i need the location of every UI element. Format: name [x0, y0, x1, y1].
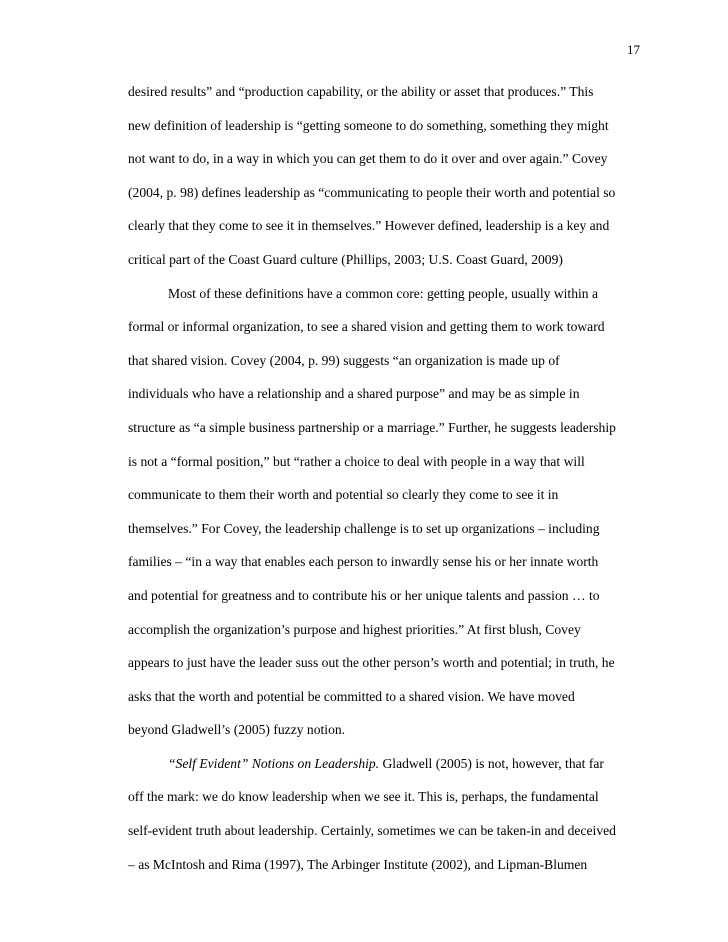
- text-line: self-evident truth about leadership. Certainly, sometimes we can be taken-in and deceived: [128, 823, 616, 839]
- section-heading: “Self Evident” Notions on Leadership.: [168, 755, 380, 771]
- text-line: and potential for greatness and to contribute his or her unique talents and passion … to: [128, 587, 600, 603]
- text-line: [128, 756, 668, 790]
- text-line: asks that the worth and potential be committed to a shared vision. We have moved: [128, 688, 575, 704]
- page-number: 17: [627, 42, 640, 57]
- paragraph-2: [128, 286, 668, 756]
- text-line: off the mark: we do know leadership when we see it. This is, perhaps, the fundamental: [128, 789, 599, 805]
- body-text: [128, 84, 668, 890]
- heading-line-rest: Gladwell (2005) is not, however, that far: [379, 755, 604, 771]
- text-line: themselves.” For Covey, the leadership challenge is to set up organizations – including: [128, 520, 600, 536]
- paragraph-3: [128, 756, 668, 890]
- text-line: clearly that they come to see it in themselves.” However defined, leadership is a key and: [128, 218, 610, 234]
- text-line: not want to do, in a way in which you can get them to do it over and over again.” Covey: [128, 151, 608, 167]
- text-line: structure as “a simple business partnership or a marriage.” Further, he suggests leadership: [128, 419, 616, 435]
- text-line: desired results” and “production capability, or the ability or asset that produces.” This: [128, 84, 594, 99]
- text-line: (2004, p. 98) defines leadership as “communicating to people their worth and potential so: [128, 184, 616, 200]
- text-line: communicate to them their worth and potential so clearly they come to see it in: [128, 487, 559, 503]
- text-line: Most of these definitions have a common core: getting people, usually within a: [168, 285, 598, 301]
- text-line: that shared vision. Covey (2004, p. 99) suggests “an organization is made up of: [128, 352, 560, 368]
- text-line: families – “in a way that enables each person to inwardly sense his or her innate worth: [128, 554, 599, 570]
- text-line: appears to just have the leader suss out the other person’s worth and potential; in truth, he: [128, 655, 615, 671]
- text-line: new definition of leadership is “getting someone to do something, something they might: [128, 117, 609, 133]
- text-line: critical part of the Coast Guard culture (Phillips, 2003; U.S. Coast Guard, 2009): [128, 251, 563, 267]
- text-line: accomplish the organization’s purpose and highest priorities.” At first blush, Covey: [128, 621, 581, 637]
- text-line: individuals who have a relationship and a shared purpose” and may be as simple in: [128, 386, 580, 402]
- text-line: formal or informal organization, to see a shared vision and getting them to work toward: [128, 319, 605, 335]
- text-line: is not a “formal position,” but “rather a choice to deal with people in a way that will: [128, 453, 585, 469]
- text-line: beyond Gladwell’s (2005) fuzzy notion.: [128, 722, 346, 738]
- paragraph-1: [128, 84, 668, 286]
- text-line: – as McIntosh and Rima (1997), The Arbinger Institute (2002), and Lipman-Blumen: [128, 856, 588, 872]
